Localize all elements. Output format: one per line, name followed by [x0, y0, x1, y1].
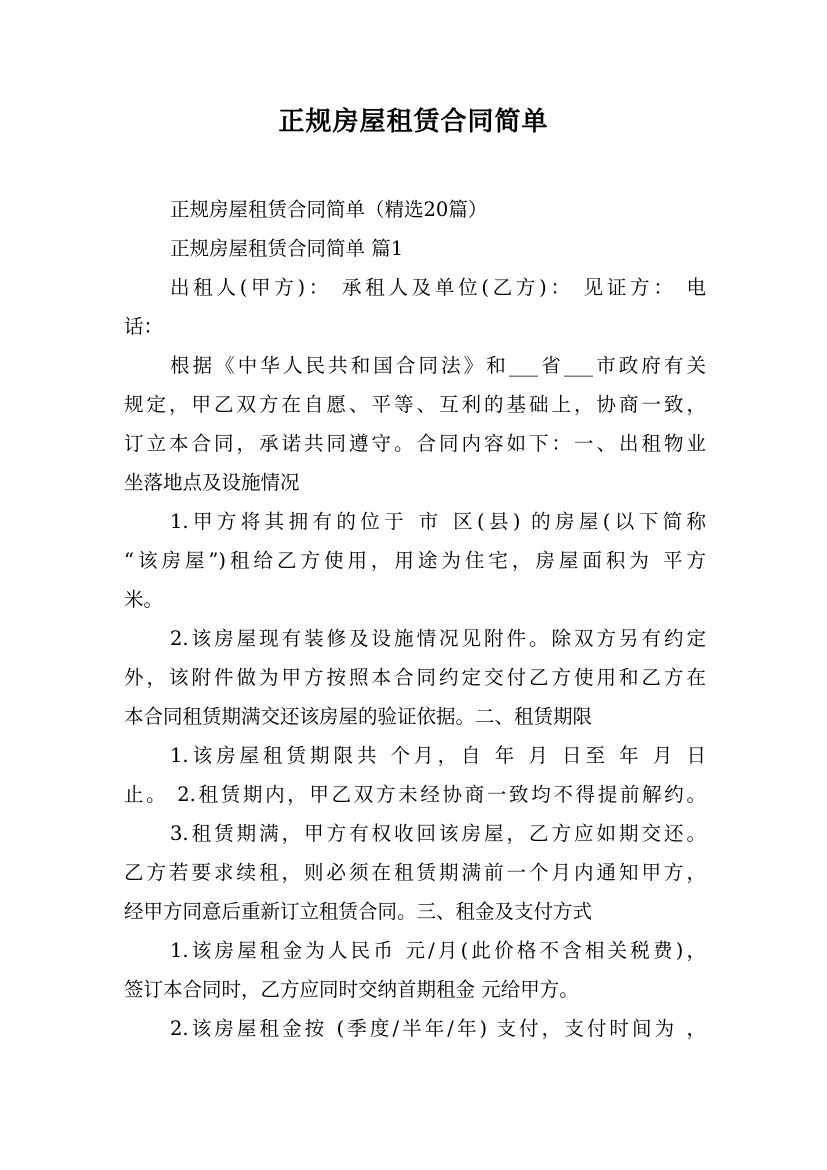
- text-line: 2.该房屋现有装修及设施情况见附件。除双方另有约定: [170, 627, 706, 650]
- text-line: 乙方若要求续租，则必须在租赁期满前一个月内通知甲方，: [124, 861, 706, 884]
- text-line: 根据《中华人民共和国合同法》和___省___市政府有关: [170, 354, 706, 377]
- text-line: 正规房屋租赁合同简单（精选20篇）: [170, 198, 488, 221]
- text-line: 规定，甲乙双方在自愿、平等、互利的基础上，协商一致，: [124, 393, 706, 416]
- text-line: 1.该房屋租赁期限共 个月，自 年 月 日至 年 月 日: [170, 744, 706, 767]
- text-line: 3.租赁期满，甲方有权收回该房屋，乙方应如期交还。: [170, 822, 706, 845]
- text-line: 2.该房屋租金按 (季度/半年/年) 支付，支付时间为 ，: [170, 1017, 706, 1040]
- text-line: 1.该房屋租金为人民币 元/月(此价格不含相关税费)，: [170, 939, 706, 962]
- text-line: 签订本合同时，乙方应同时交纳首期租金 元给甲方。: [124, 978, 579, 1001]
- text-line: 外，该附件做为甲方按照本合同约定交付乙方使用和乙方在: [124, 666, 706, 689]
- text-line: 正规房屋租赁合同简单 篇1: [170, 237, 404, 260]
- text-line: 米。: [124, 588, 164, 611]
- text-line: 出租人(甲方)： 承租人及单位(乙方)： 见证方： 电: [170, 276, 706, 299]
- text-line: 止。 2.租赁期内，甲乙双方未经协商一致均不得提前解约。: [124, 783, 706, 806]
- text-line: 订立本合同，承诺共同遵守。合同内容如下：一、出租物业: [124, 432, 706, 455]
- document-title: 正规房屋租赁合同简单: [278, 107, 549, 137]
- document-body: [124, 190, 706, 1048]
- text-line: 坐落地点及设施情况: [124, 471, 300, 494]
- text-line: 本合同租赁期满交还该房屋的验证依据。二、租赁期限: [124, 705, 593, 728]
- text-line: “该房屋”)租给乙方使用，用途为住宅，房屋面积为 平方: [124, 549, 706, 572]
- text-line: 1.甲方将其拥有的位于 市 区(县) 的房屋(以下简称: [170, 510, 706, 533]
- text-line: 经甲方同意后重新订立租赁合同。三、租金及支付方式: [124, 900, 593, 923]
- text-line: 话：: [124, 315, 164, 338]
